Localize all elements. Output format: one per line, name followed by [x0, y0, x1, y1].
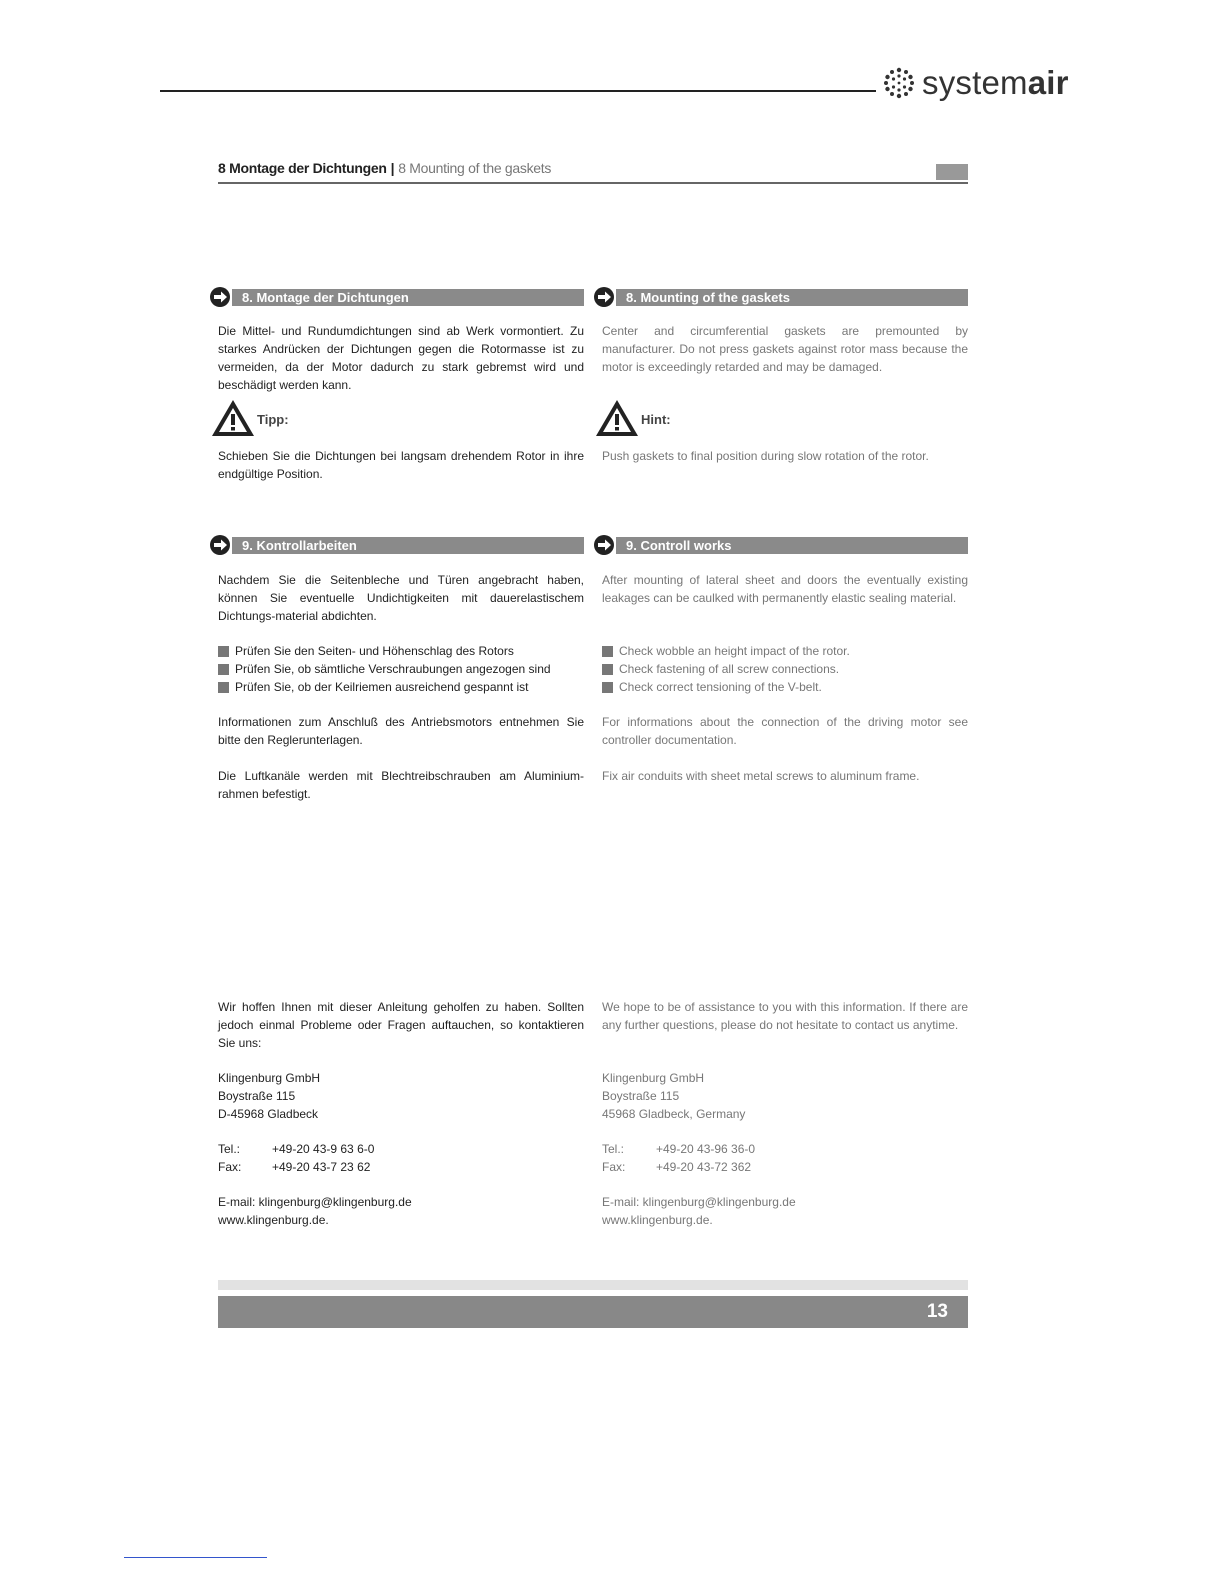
header-marker-box — [936, 164, 968, 180]
section8-body-en: Center and circumferential gaskets are premounted by manufacturer. Do not press gaskets against rotor mass because the motor is exceedingly retarded and may be damaged. — [602, 324, 968, 374]
section8-heading-de — [218, 288, 584, 306]
email-address[interactable]: E-mail: klingenburg@klingenburg.de — [602, 1195, 796, 1209]
page-title — [218, 160, 551, 176]
arrow-circle-icon — [208, 285, 232, 309]
section-title: 9. Kontrollarbeiten — [242, 538, 357, 553]
tel-number: +49-20 43-96 36-0 — [656, 1142, 756, 1156]
warning-triangle-icon — [594, 398, 640, 438]
page-number: 13 — [926, 1301, 948, 1322]
logo-wordmark: systemair — [922, 64, 1069, 101]
tel-label: Tel.: — [602, 1142, 625, 1156]
address-en — [602, 1069, 968, 1123]
bullet-square-icon — [218, 682, 229, 693]
bullet-square-icon — [602, 646, 613, 657]
list-item: Check correct tensioning of the V-belt. — [602, 678, 982, 696]
section8-heading-en — [602, 288, 968, 306]
ducts-info-en: Fix air conduits with sheet metal screws to aluminum frame. — [602, 769, 920, 783]
motor-info-de: Informationen zum Anschluß des Antriebsmotors entnehmen Sie bitte den Reglerunterlagen. — [218, 715, 584, 747]
fax-number: +49-20 43-72 362 — [656, 1160, 752, 1174]
city: D-45968 Gladbeck — [218, 1107, 319, 1121]
page-title-de: 8 Montage der Dichtungen — [218, 160, 387, 176]
hint-label-en: Hint: — [641, 412, 671, 427]
page-header — [218, 158, 968, 184]
section-bar — [616, 537, 968, 554]
section9-heading-de — [218, 536, 584, 554]
section9-heading-en — [602, 536, 968, 554]
section-bar — [232, 289, 584, 306]
hint-text-de: Schieben Sie die Dichtungen bei langsam drehendem Rotor in ihre endgültige Position. — [218, 449, 584, 481]
tel-label: Tel.: — [218, 1142, 241, 1156]
section9-intro-en: After mounting of lateral sheet and doors the eventually existing leakages can be caulked with permanently elastic sealing material. — [602, 573, 968, 605]
page-title-separator: | — [390, 160, 395, 176]
online-contact-de — [218, 1193, 584, 1229]
fax-label: Fax: — [602, 1160, 626, 1174]
list-item: Prüfen Sie, ob sämtliche Verschraubungen angezogen sind — [218, 660, 598, 678]
website-link[interactable]: www.klingenburg.de. — [602, 1213, 713, 1227]
company-name: Klingenburg GmbH — [602, 1071, 705, 1085]
section-bar — [616, 289, 968, 306]
section-title: 8. Montage der Dichtungen — [242, 290, 409, 305]
section8-body-de: Die Mittel- und Rundumdichtungen sind ab Werk vormontiert. Zu starkes Andrücken der Dichtungen gegen die Rotormasse ist zu vermeiden, da der Motor dadurch zu stark gebremst wird und beschädigt werden kann. — [218, 324, 584, 392]
phone-block-de — [218, 1140, 584, 1176]
dotted-circle-icon — [882, 66, 916, 100]
ducts-info-de: Die Luftkanäle werden mit Blechtreibschrauben am Aluminium-rahmen befestigt. — [218, 769, 584, 801]
arrow-circle-icon — [592, 533, 616, 557]
fax-line — [602, 1158, 968, 1176]
hint-label-de: Tipp: — [257, 412, 289, 427]
phone-line — [218, 1140, 584, 1158]
website-link[interactable]: www.klingenburg.de. — [218, 1213, 329, 1227]
fax-number: +49-20 43-7 23 62 — [272, 1160, 371, 1174]
list-item: Prüfen Sie, ob der Keilriemen ausreichend gespannt ist — [218, 678, 598, 696]
page-link-underline[interactable] — [124, 1557, 267, 1558]
bullet-square-icon — [602, 682, 613, 693]
motor-info-en: For informations about the connection of the driving motor see controller documentation. — [602, 715, 968, 747]
section-title: 9. Controll works — [626, 538, 732, 553]
warning-triangle-icon — [210, 398, 256, 438]
bullet-square-icon — [218, 646, 229, 657]
header-rule — [160, 90, 876, 92]
list-item: Check fastening of all screw connections. — [602, 660, 982, 678]
section-bar — [232, 537, 584, 554]
email-address[interactable]: E-mail: klingenburg@klingenburg.de — [218, 1195, 412, 1209]
bullet-square-icon — [602, 664, 613, 675]
phone-block-en — [602, 1140, 968, 1176]
tel-number: +49-20 43-9 63 6-0 — [272, 1142, 375, 1156]
section9-intro-de: Nachdem Sie die Seitenbleche und Türen angebracht haben, können Sie eventuelle Undichtigkeiten mit dauerelastischem Dichtungs-material abdichten. — [218, 573, 584, 623]
list-item: Prüfen Sie den Seiten- und Höhenschlag des Rotors — [218, 642, 598, 660]
footer-bar — [218, 1296, 968, 1328]
street: Boystraße 115 — [602, 1089, 680, 1103]
checklist-de — [218, 642, 598, 696]
list-item: Check wobble an height impact of the rotor. — [602, 642, 982, 660]
arrow-circle-icon — [208, 533, 232, 557]
street: Boystraße 115 — [218, 1089, 296, 1103]
contact-intro-de: Wir hoffen Ihnen mit dieser Anleitung geholfen zu haben. Sollten jedoch einmal Probleme oder Fragen auftauchen, so kontaktieren Sie uns: — [218, 1000, 584, 1050]
online-contact-en — [602, 1193, 968, 1229]
city: 45968 Gladbeck, Germany — [602, 1107, 746, 1121]
page-title-en: 8 Mounting of the gaskets — [398, 160, 552, 176]
section-title: 8. Mounting of the gaskets — [626, 290, 790, 305]
hint-text-en: Push gaskets to final position during slow rotation of the rotor. — [602, 449, 929, 463]
contact-intro-en: We hope to be of assistance to you with this information. If there are any further questions, please do not hesitate to contact us anytime. — [602, 1000, 968, 1032]
bullet-square-icon — [218, 664, 229, 675]
fax-label: Fax: — [218, 1160, 242, 1174]
phone-line — [602, 1140, 968, 1158]
fax-line — [218, 1158, 584, 1176]
arrow-circle-icon — [592, 285, 616, 309]
company-name: Klingenburg GmbH — [218, 1071, 321, 1085]
address-de — [218, 1069, 584, 1123]
footer-stripe — [218, 1280, 968, 1290]
systemair-logo — [882, 64, 1069, 102]
checklist-en — [602, 642, 982, 696]
